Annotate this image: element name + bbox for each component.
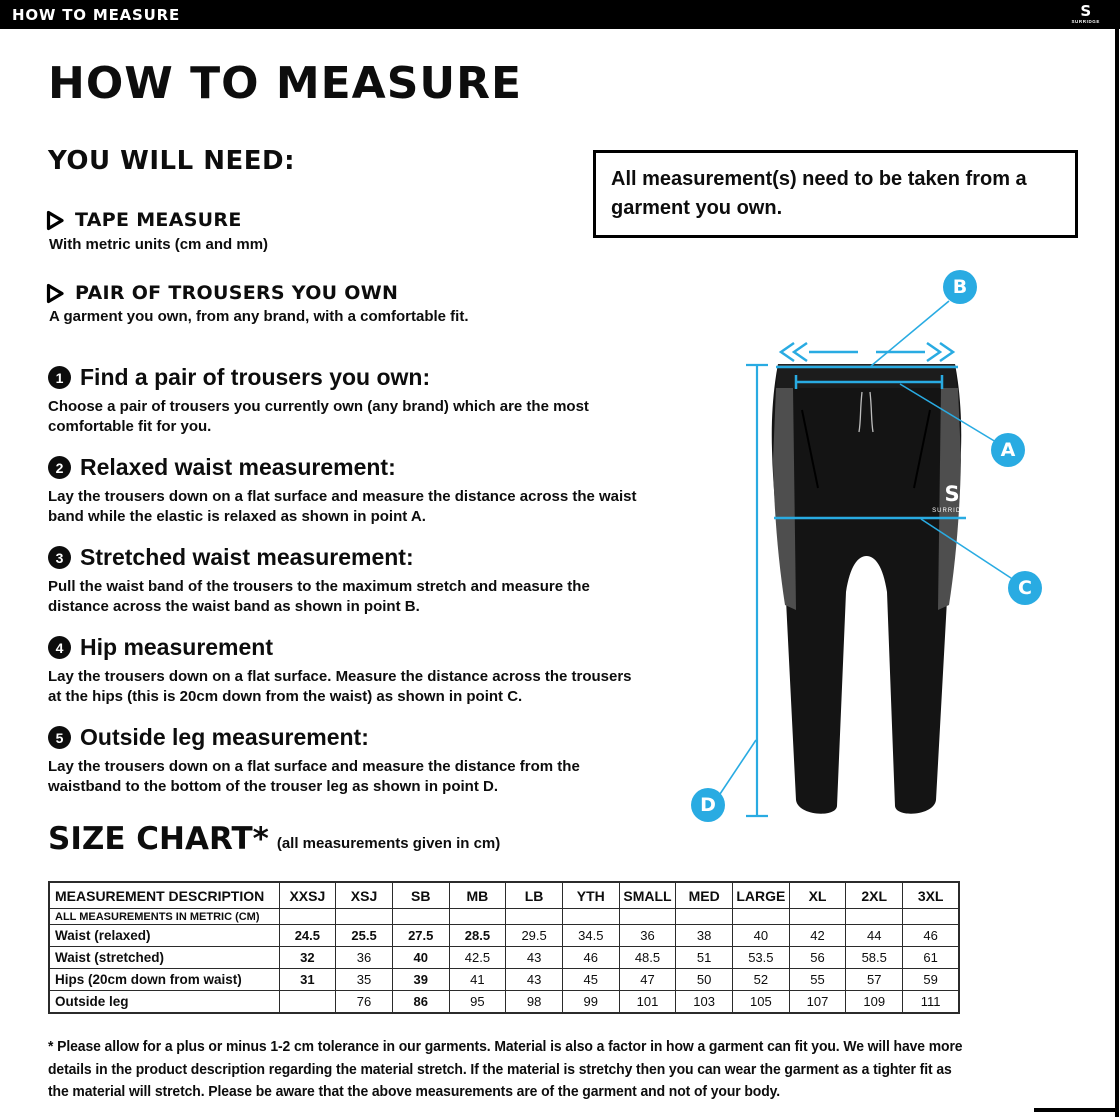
value-cell: 32	[279, 947, 336, 969]
step-body: Lay the trousers down on a flat surface. Measure the distance across the trousers at the hips (this is 20cm down from the waist) as shown in point C.	[48, 668, 632, 705]
size-chart-title: SIZE CHART*	[48, 821, 269, 857]
value-cell: 27.5	[392, 925, 449, 947]
value-cell: 59	[903, 969, 960, 991]
value-cell: 36	[619, 925, 676, 947]
measurement-note-box: All measurement(s) need to be taken from a garment you own.	[593, 150, 1078, 238]
garment-logo-mark: S	[944, 482, 960, 506]
value-cell: 51	[676, 947, 733, 969]
row-label: Waist (relaxed)	[49, 925, 279, 947]
column-header: XXSJ	[279, 882, 336, 909]
value-cell: 61	[903, 947, 960, 969]
need-item-tape-measure	[46, 209, 242, 231]
size-chart-table	[48, 881, 960, 1014]
step-3	[48, 544, 648, 617]
table-row	[49, 925, 959, 947]
value-cell: 25.5	[336, 925, 393, 947]
value-cell: 98	[506, 991, 563, 1014]
value-cell: 105	[733, 991, 790, 1014]
step-body: Lay the trousers down on a flat surface and measure the distance across the waist band while the elastic is relaxed as shown in point A.	[48, 488, 637, 525]
value-cell: 48.5	[619, 947, 676, 969]
metric-empty-cell	[789, 909, 846, 925]
row-label: Hips (20cm down from waist)	[49, 969, 279, 991]
row-label: Outside leg	[49, 991, 279, 1014]
step-number-badge: 4	[48, 636, 71, 659]
metric-note-cell: ALL MEASUREMENTS IN METRIC (CM)	[49, 909, 279, 925]
need-item-desc: With metric units (cm and mm)	[49, 236, 269, 253]
value-cell: 34.5	[562, 925, 619, 947]
metric-empty-cell	[562, 909, 619, 925]
metric-empty-cell	[676, 909, 733, 925]
step-number-badge: 3	[48, 546, 71, 569]
step-title: Find a pair of trousers you own:	[80, 364, 431, 390]
value-cell: 29.5	[506, 925, 563, 947]
row-label: Waist (stretched)	[49, 947, 279, 969]
value-cell: 58.5	[846, 947, 903, 969]
table-row	[49, 947, 959, 969]
value-cell: 86	[392, 991, 449, 1014]
value-cell: 50	[676, 969, 733, 991]
value-cell: 40	[733, 925, 790, 947]
column-header: 2XL	[846, 882, 903, 909]
value-cell: 52	[733, 969, 790, 991]
page-bottom-border	[1034, 1108, 1119, 1112]
step-title: Stretched waist measurement:	[80, 544, 414, 570]
column-header: LARGE	[733, 882, 790, 909]
need-item-desc: A garment you own, from any brand, with a comfortable fit.	[49, 308, 469, 325]
metric-empty-cell	[392, 909, 449, 925]
value-cell: 56	[789, 947, 846, 969]
surridge-logo-mark: S	[1080, 2, 1092, 20]
step-2	[48, 454, 648, 527]
column-header: SB	[392, 882, 449, 909]
value-cell: 76	[336, 991, 393, 1014]
column-header: XSJ	[336, 882, 393, 909]
value-cell: 39	[392, 969, 449, 991]
surridge-logo-text: SURRIDGE	[1071, 18, 1100, 24]
column-header: MED	[676, 882, 733, 909]
value-cell: 44	[846, 925, 903, 947]
need-item-label: TAPE MEASURE	[75, 209, 242, 231]
step-number-badge: 2	[48, 456, 71, 479]
metric-empty-cell	[506, 909, 563, 925]
value-cell: 36	[336, 947, 393, 969]
value-cell: 111	[903, 991, 960, 1014]
surridge-logo	[1071, 2, 1100, 24]
top-bar	[0, 0, 1120, 29]
value-cell: 35	[336, 969, 393, 991]
metric-empty-cell	[449, 909, 506, 925]
garment-logo-text: SURRIDGE	[932, 508, 972, 514]
value-cell: 109	[846, 991, 903, 1014]
callout-d: D	[691, 788, 725, 822]
metric-empty-cell	[279, 909, 336, 925]
tolerance-footnote: * Please allow for a plus or minus 1-2 cm tolerance in our garments. Material is also a factor in how a garment can fit you. We will have more details in the product description regarding the material stretch. If the material is stretchy then you can wear the garment as a tighter fit as the material will stretch. Please be aware that the above measurements are of the garment and not of your body.	[48, 1038, 963, 1100]
value-cell: 43	[506, 947, 563, 969]
step-number-badge: 5	[48, 726, 71, 749]
step-body: Lay the trousers down on a flat surface and measure the distance from the waistband to the bottom of the trouser leg as shown in point D.	[48, 758, 580, 795]
value-cell: 103	[676, 991, 733, 1014]
step-title: Relaxed waist measurement:	[80, 454, 396, 480]
value-cell: 53.5	[733, 947, 790, 969]
column-header: SMALL	[619, 882, 676, 909]
trousers-illustration	[690, 260, 1090, 840]
table-row	[49, 991, 959, 1014]
column-header: XL	[789, 882, 846, 909]
you-will-need-heading: YOU WILL NEED:	[48, 146, 295, 176]
value-cell: 57	[846, 969, 903, 991]
need-item-label: PAIR OF TROUSERS YOU OWN	[75, 282, 399, 304]
column-header: LB	[506, 882, 563, 909]
column-header-description: MEASUREMENT DESCRIPTION	[49, 882, 279, 909]
triangle-bullet-icon	[46, 283, 65, 304]
value-cell: 45	[562, 969, 619, 991]
size-chart-subtitle: (all measurements given in cm)	[276, 835, 501, 852]
step-title: Hip measurement	[80, 634, 274, 660]
triangle-bullet-icon	[46, 210, 65, 231]
value-cell: 28.5	[449, 925, 506, 947]
column-header: YTH	[562, 882, 619, 909]
value-cell: 47	[619, 969, 676, 991]
step-title: Outside leg measurement:	[80, 724, 369, 750]
size-chart-heading	[48, 821, 501, 857]
value-cell: 46	[903, 925, 960, 947]
metric-note-row	[49, 909, 959, 925]
value-cell: 31	[279, 969, 336, 991]
step-5	[48, 724, 648, 797]
metric-empty-cell	[619, 909, 676, 925]
step-4	[48, 634, 648, 707]
value-cell: 95	[449, 991, 506, 1014]
value-cell: 40	[392, 947, 449, 969]
value-cell: 55	[789, 969, 846, 991]
metric-empty-cell	[903, 909, 960, 925]
callout-b: B	[943, 270, 977, 304]
step-body: Choose a pair of trousers you currently own (any brand) which are the most comfortable fit for you.	[48, 398, 589, 435]
callout-c: C	[1008, 571, 1042, 605]
table-row	[49, 969, 959, 991]
need-item-trousers	[46, 282, 398, 304]
column-header: MB	[449, 882, 506, 909]
page-right-border	[1115, 0, 1119, 1117]
value-cell	[279, 991, 336, 1014]
value-cell: 42	[789, 925, 846, 947]
value-cell: 107	[789, 991, 846, 1014]
value-cell: 99	[562, 991, 619, 1014]
header-row	[49, 882, 959, 909]
metric-empty-cell	[846, 909, 903, 925]
metric-empty-cell	[336, 909, 393, 925]
value-cell: 41	[449, 969, 506, 991]
metric-empty-cell	[733, 909, 790, 925]
value-cell: 101	[619, 991, 676, 1014]
step-body: Pull the waist band of the trousers to the maximum stretch and measure the distance across the waist band as shown in point B.	[48, 578, 590, 615]
top-bar-title: HOW TO MEASURE	[12, 5, 181, 24]
value-cell: 46	[562, 947, 619, 969]
value-cell: 24.5	[279, 925, 336, 947]
value-cell: 43	[506, 969, 563, 991]
value-cell: 38	[676, 925, 733, 947]
step-1	[48, 364, 648, 437]
callout-a: A	[991, 433, 1025, 467]
column-header: 3XL	[903, 882, 960, 909]
value-cell: 42.5	[449, 947, 506, 969]
step-number-badge: 1	[48, 366, 71, 389]
trousers-measurement-diagram	[690, 260, 1090, 840]
page-title: HOW TO MEASURE	[48, 58, 523, 109]
